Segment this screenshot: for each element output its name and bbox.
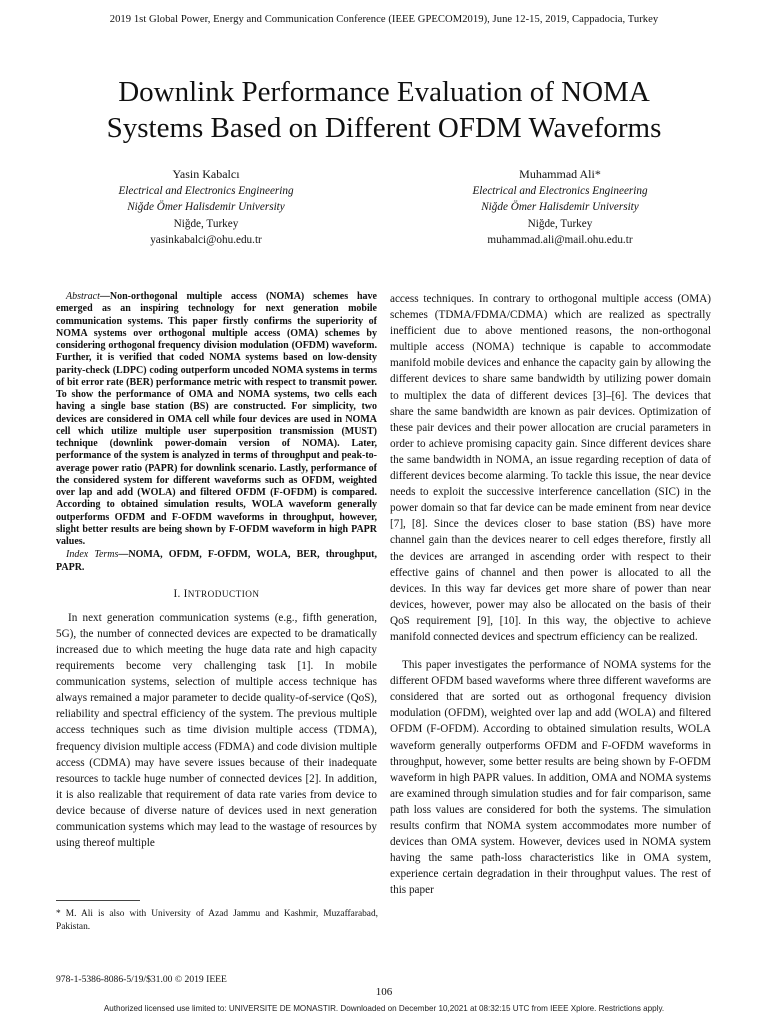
title-line-2: Systems Based on Different OFDM Waveforms (106, 112, 662, 144)
author-location: Niğde, Turkey (173, 217, 239, 230)
copyright-line: 978-1-5386-8086-5/19/$31.00 © 2019 IEEE (56, 974, 227, 985)
intro-paragraph-3: This paper investigates the performance of NOMA systems for the different OFDM based waveforms where three different waveforms are considered that are sorted out as orthogonal frequency division modulation (OFDM), weighted over lap and add (WOLA) and filtered OFDM (F-OFDM). According to obtained simulation results, WOLA waveform generally outperforms OFDM and F-OFDM waveforms in throughput, however, some better results are being shown by F-OFDM waveform in high PAPR values. In addition, OMA and NOMA systems are examined through simulation studies and for fair comparison, same path loss values are considered for both the systems. The simulation results confirm that NOMA system accommodates more number of devices than OMA system. However, devices used in NOMA system having the same path-loss characteristics like in OMA system, experience certain degradation in their throughput values. The rest of this paper (390, 659, 711, 897)
author-location: Niğde, Turkey (527, 217, 593, 230)
author-university: Niğde Ömer Halisdemir University (127, 201, 285, 214)
section-initial: I (183, 587, 188, 600)
author-block-1 (36, 166, 376, 248)
intro-paragraph-2: access techniques. In contrary to orthogonal multiple access (OMA) schemes (TDMA/FDMA/CDMA) which are realized as spectrally inefficient due to above mentioned reasons, the non-orthogonal multiple access (NOMA) technique is capable to accommodate manifold mobile devices and enhance the capacity gain by allowing the different devices to share same bandwidth by utilizing power domain to multiplex the data of different devices [3]–[6]. The devices that share the same bandwidth are known as pair devices. Optimization of these pair devices and their power allocation are crucial parameters in order to achieve promising capacity gain. Since different devices share the same bandwidth in NOMA, an issue regarding reception of data of different devices become alarming. To tackle this issue, the near device needs to exploit the successive interference cancellation (SIC) in the power domain so that far device can be made eminent from near device [7], [8]. Since the devices closer to base station (BS) have more channel gain than the devices nearer to cell edges therefore, firstly all the devices are arranged in ascending order with respect to their effective gains of channel and then power is allocated to all the devices. In this way far devices get more share of power than near devices, however, power may also be allocated on the basis of their QoS requirement [9], [10]. In this way, the objective to achieve manifold connected devices and spectrum efficiency can be realized. (390, 293, 711, 643)
page-number: 106 (375, 986, 393, 998)
author-department: Electrical and Electronics Engineering (118, 185, 294, 198)
author-email: yasinkabalci@ohu.edu.tr (150, 233, 262, 246)
author-name: Yasin Kabalcı (172, 167, 240, 181)
abstract (56, 291, 377, 548)
footnote: * M. Ali is also with University of Azad Jammu and Kashmir, Muzaffarabad, Pakistan. (56, 909, 378, 932)
abstract-label: Abstract (66, 291, 100, 302)
intro-paragraph-1: In next generation communication systems (e.g., fifth generation, 5G), the number of connected devices are expected to be dramatically increased due to which meeting the huge data rate and high capacity requirements become very challenging task [1]. In mobile communication systems, selection of multiple access technique has always remained a major parameter to decide quality-of-service (QoS), reliability and spectral efficiency of the system. The previous multiple access techniques such as time division multiple access (TDMA), frequency division multiple access (FDMA) and code division multiple access (CDMA) may have severe issues because of their inadequate resources to tackle huge number of connected devices [2]. In addition, it is also realizable that requirement of data rate varies from device to device because of diverse nature of devices used in next generation communication systems which may lead to the wastage of resources by using thereof multiple (56, 611, 377, 850)
section-title-rest: NTRODUCTION (187, 588, 260, 599)
author-name: Muhammad Ali* (519, 167, 601, 181)
index-terms-text: —NOMA, OFDM, F-OFDM, WOLA, BER, throughput, PAPR. (56, 549, 378, 573)
paper-title (40, 74, 728, 146)
index-terms (56, 549, 377, 574)
author-email: muhammad.ali@mail.ohu.edu.tr (487, 233, 633, 246)
abstract-text: —Non-orthogonal multiple access (NOMA) schemes have emerged as an inspiring technology for next generation mobile communication systems. This paper firstly confirms the superiority of NOMA systems over orthogonal multiple access (OMA) schemes by considering orthogonal frequency division modulation (OFDM) waveform. Further, it is verified that coded NOMA systems based on low-density parity-check (LDPC) coding outperform uncoded NOMA systems in terms of bit error rate (BER) performance metric with respect to transmit power. To show the performance of OMA and NOMA systems, two cells each having a single base station (BS) are constructed. For simplicity, two devices are considered in OMA cell while four devices are used in NOMA cell which utilize multiple user superposition transmission (MUST) technique (downlink power-domain version of NOMA). Later, performance of the system is analyzed in terms of throughput and peak-to-average power ratio (PAPR) for downlink scenario. Lastly, performance of the considered system for different waveforms such as OFDM, weighted over lap and add (WOLA) and filtered OFDM (F-OFDM) is compared. According to obtained simulation results, WOLA waveform generally outperforms OFDM and F-OFDM waveforms in throughput, however, slight better results are being shown by F-OFDM waveform in high PAPR values. (56, 291, 377, 547)
title-line-1: Downlink Performance Evaluation of NOMA (118, 76, 650, 108)
section-heading-introduction (56, 588, 377, 600)
right-column (390, 291, 711, 898)
author-block-2 (390, 166, 730, 248)
footnote-divider (56, 900, 140, 901)
author-department: Electrical and Electronics Engineering (472, 185, 648, 198)
section-number: I. (173, 587, 184, 600)
conference-header: 2019 1st Global Power, Energy and Communication Conference (IEEE GPECOM2019), June 12-15, 2019, Cappadocia, Turkey (109, 14, 659, 25)
author-university: Niğde Ömer Halisdemir University (481, 201, 639, 214)
index-terms-label: Index Terms (66, 549, 119, 561)
license-notice: Authorized licensed use limited to: UNIVERSITE DE MONASTIR. Downloaded on December 10,2021 at 08:32:15 UTC from IEEE Xplore. Restrictions apply. (103, 1004, 665, 1013)
left-column (56, 291, 377, 851)
